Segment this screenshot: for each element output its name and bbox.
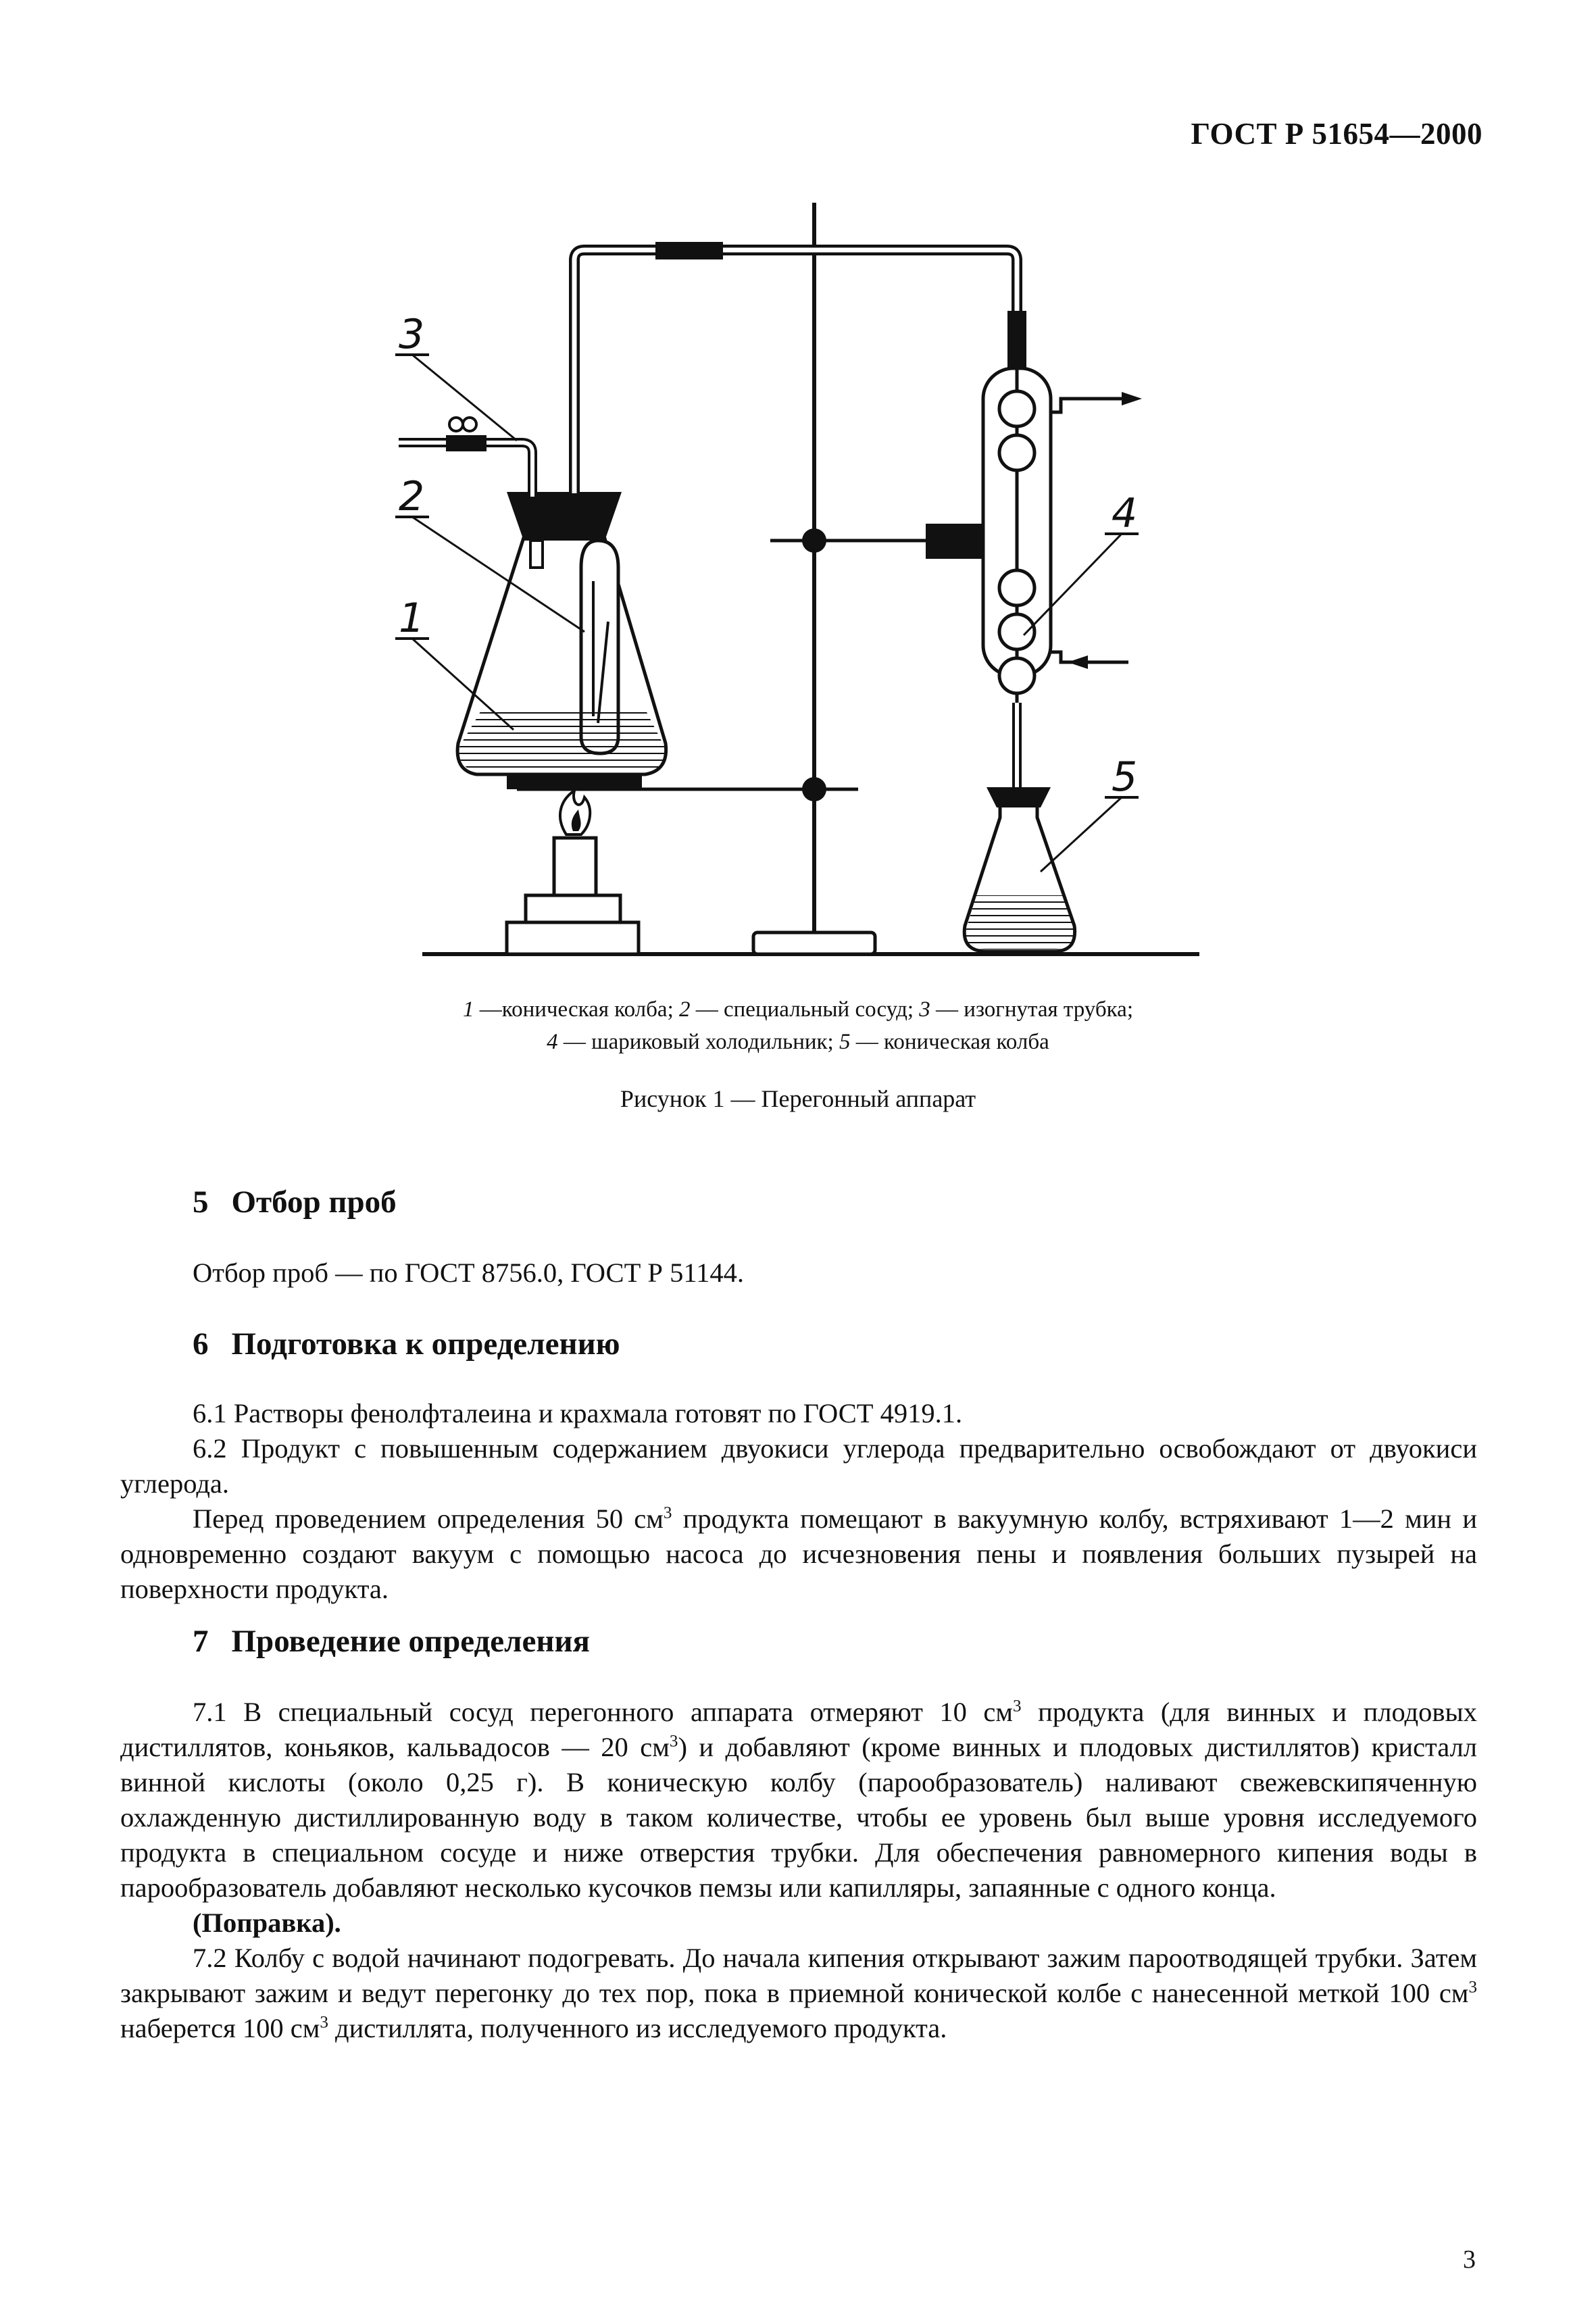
paragraph-6-2-cont: Перед проведением определения 50 $см^3$ продукта помещают в вакуумную колбу, встряхивают 1—2 мин и одновременно создают вакуум с помощью насоса до исчезновения пены и появления больших пузырей на поверхности продукта. bbox=[120, 1503, 1477, 1604]
paragraph-7-1: 7.1 В специальный сосуд перегонного аппарата отмеряют 10 $см^3$ продукта (для винных и плодовых дистиллятов, коньяков, кальвадосов — 20 $см^3$) и добавляют (кроме винных и плодовых дистиллятов) кристалл винной кислоты (около 0,25 г). В коническую колбу (парообразователь) наливают свежевскипяченную охлажденную дистиллированную воду в таком количестве, чтобы ее уровень был выше уровня исследуемого продукта в специальном сосуде и ниже отверстия трубки. Для обеспечения равномерного кипения воды в парообразователь добавляют несколько кусочков пемзы или капилляры, запаянные с одного конца. bbox=[120, 1697, 1477, 1903]
tube-connector-top bbox=[655, 242, 723, 259]
figure-legend-line-1: 1 —коническая колба; 2 — специальный сосуд; 3 — изогнутая трубка; bbox=[463, 997, 1133, 1022]
burner-base bbox=[507, 922, 639, 954]
paragraph-6-2: 6.2 Продукт с повышенным содержанием двуокиси углерода предварительно освобождают от двуокиси углерода. bbox=[120, 1433, 1477, 1499]
tube-connector-condenser bbox=[1007, 311, 1026, 368]
section-6-body bbox=[120, 1396, 1477, 1607]
label-2: 2 bbox=[399, 473, 425, 520]
section-6-heading: 6 Подготовка к определению bbox=[193, 1326, 620, 1362]
stand-base bbox=[753, 932, 875, 954]
page-number: 3 bbox=[1463, 2245, 1476, 2274]
heating-plate bbox=[507, 776, 642, 789]
label-4: 4 bbox=[1112, 490, 1138, 537]
tube-clamp bbox=[446, 435, 487, 451]
section-7-heading: 7 Проведение определения bbox=[193, 1624, 590, 1659]
label-1: 1 bbox=[399, 595, 425, 642]
paragraph-6-1: 6.1 Растворы фенолфталеина и крахмала готовят по ГОСТ 4919.1. bbox=[193, 1398, 963, 1428]
distillation-apparatus-figure bbox=[378, 189, 1216, 973]
paragraph-7-2: 7.2 Колбу с водой начинают подогревать. До начала кипения открывают зажим пароотводящей трубки. Затем закрывают зажим и ведут перегонку до тех пор, пока в приемной конической колбе с нанесенной меткой 100 $см^3$ наберется 100 $см^3$ дистиллята, полученного из исследуемого продукта. bbox=[120, 1943, 1477, 2043]
figure-legend-line-2: 4 — шариковый холодильник; 5 — коническая колба bbox=[547, 1030, 1049, 1054]
amendment-note: (Поправка). bbox=[193, 1908, 341, 1938]
stopper-5 bbox=[987, 787, 1051, 807]
stopper-1 bbox=[507, 492, 622, 541]
section-5-heading: 5 Отбор проб bbox=[193, 1185, 397, 1220]
label-3: 3 bbox=[399, 311, 425, 358]
apparatus-drawing bbox=[378, 189, 1216, 973]
figure-caption: Рисунок 1 — Перегонный аппарат bbox=[620, 1085, 976, 1112]
burner-body bbox=[554, 838, 596, 895]
section-7-body bbox=[120, 1695, 1477, 2046]
document-header: ГОСТ Р 51654—2000 bbox=[1191, 117, 1482, 151]
section-5-text: Отбор проб — по ГОСТ 8756.0, ГОСТ Р 51144. bbox=[193, 1258, 744, 1288]
label-5: 5 bbox=[1112, 753, 1138, 801]
